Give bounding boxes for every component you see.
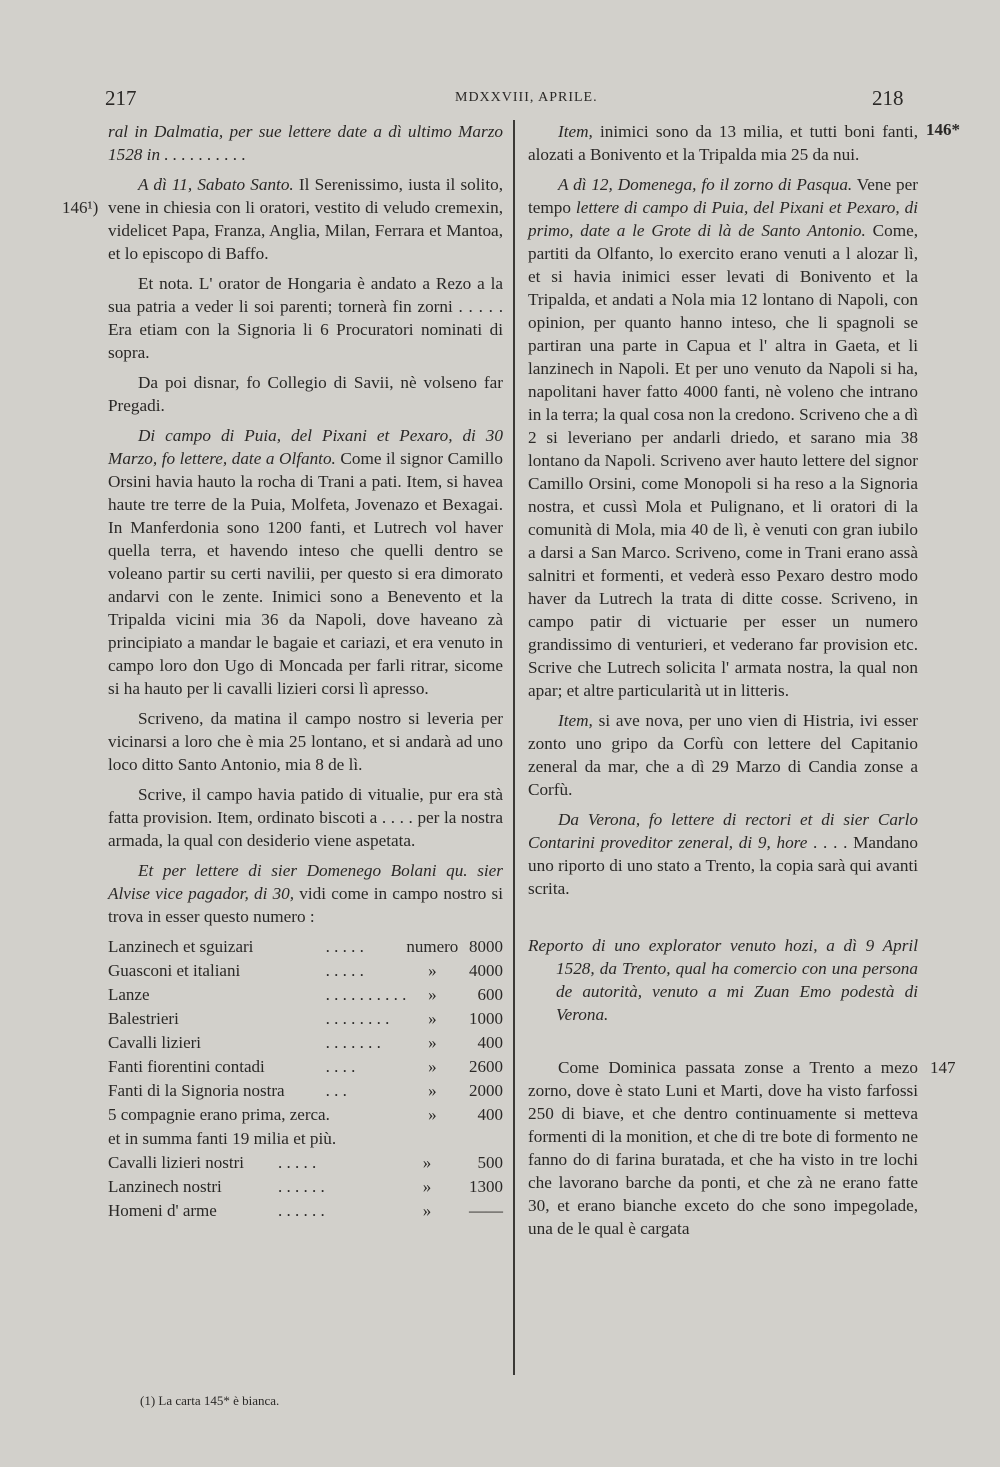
- troop-value: 600: [477, 985, 503, 1004]
- troop-value: 1000: [469, 1009, 503, 1028]
- paragraph: Scriveno, da matina il campo nostro si leveria per vicinarsi a loro che è mia 25 lontano, et si andarà ad uno loco ditto Santo Antonio, mia 8 de lì.: [108, 709, 503, 774]
- troop-value: 8000: [469, 937, 503, 956]
- paragraph: [528, 709, 918, 801]
- report-heading: Reporto di uno explorator venuto hozi, a dì 9 April 1528, da Trento, qual ha comercio con una persona de autorità, venuto a mi Zuan Emo podestà di Verona.: [528, 936, 918, 1024]
- troop-row: [108, 935, 503, 959]
- troop-dots: . . . . .: [278, 1153, 317, 1172]
- troop-name: Fanti fiorentini contadi: [108, 1057, 265, 1076]
- paragraph-text: vidi come in campo nostro si trova in esser questo numero :: [108, 884, 503, 926]
- paragraph: [528, 120, 918, 166]
- entry-heading: Da Verona, fo lettere di rectori et di sier Carlo Contarini proveditor zeneral, di 9, hore: [528, 810, 918, 852]
- troop-dots: . . . . .: [325, 961, 364, 980]
- troop-name: Homeni d' arme: [108, 1201, 217, 1220]
- troop-symbol: »: [428, 1105, 437, 1124]
- troop-value: 1300: [469, 1177, 503, 1196]
- troop-value: 400: [477, 1033, 503, 1052]
- paragraph: [108, 859, 503, 928]
- left-column: [108, 120, 503, 1223]
- troop-symbol: »: [428, 1057, 437, 1076]
- troop-row: [108, 1079, 503, 1103]
- troop-row: [108, 983, 503, 1007]
- margin-note-right-2: 147: [930, 1058, 956, 1077]
- paragraph: [528, 808, 918, 900]
- troop-dots: . . . . .: [325, 937, 364, 956]
- footnote: (1) La carta 145* è bianca.: [140, 1393, 280, 1408]
- right-column: [528, 120, 918, 1247]
- troop-row: [108, 1175, 503, 1199]
- paragraph: ral in Dalmatia, per sue lettere date a dì ultimo Marzo 1528 in . . . . . . . . . .: [108, 122, 503, 164]
- paragraph: Da poi disnar, fo Collegio di Savii, nè volseno far Pregadi.: [108, 373, 503, 415]
- troop-value: 2000: [469, 1081, 503, 1100]
- paragraph-text: Come il signor Camillo Orsini havia hauto la rocha di Trani a pati. Item, si havea haute tre terre de la Puia, Molfeta, Jovenazo et Bexagai. In Manferdonia sono 1200 fanti, et Lutrech vol haver quella terra, et havendo inteso che quelli dentro se voleano partir su certi navilii, per questo si era dimorato andarvi con le zente. Inimici sono a Benevento et la Tripalda vicini mia 36 da Napoli, dove haveano zà principiato a mandar le bagaie et cariazi, et era venuto in campo loro don Ugo di Moncada per farli ritrar, sicome si ha hauto per li cavalli lizieri corsi lì apresso.: [108, 449, 503, 698]
- troop-table: [108, 935, 503, 1127]
- troop-name: 5 compagnie erano prima, zerca: [108, 1105, 326, 1124]
- margin-note-right: 146*: [926, 120, 960, 139]
- troop-table-2: [108, 1151, 503, 1223]
- entry-heading: lettere di campo di Puia, del Pixani et Pexaro, di primo, date a le Grote di là de Santo Antonio.: [528, 198, 918, 240]
- troop-name: Lanzinech nostri: [108, 1177, 222, 1196]
- troop-row: [108, 1199, 503, 1223]
- troop-symbol: »: [428, 961, 437, 980]
- troop-dots: . . . . . . .: [325, 1033, 381, 1052]
- troop-dots: . . .: [325, 1081, 347, 1100]
- troop-dots: . . . . . . . . . .: [325, 985, 407, 1004]
- running-title: MDXXVIII, APRILE.: [455, 90, 598, 105]
- troop-value: 400: [477, 1105, 503, 1124]
- troop-symbol: numero: [406, 937, 459, 956]
- troop-dots: . . . . . .: [278, 1201, 325, 1220]
- paragraph: [108, 173, 503, 265]
- troop-value: 2600: [469, 1057, 503, 1076]
- troop-dots: . . . . . .: [278, 1177, 325, 1196]
- entry-heading: Et per lettere di sier Domenego Bolani qu. sier Alvise vice pagador, di 30,: [108, 861, 503, 903]
- troop-symbol: »: [428, 1033, 437, 1052]
- troop-dots: . . . . . . . .: [325, 1009, 390, 1028]
- paragraph-text: inimici sono da 13 milia, et tutti boni fanti, alozati a Bonivento et la Tripalda mia 25 da nui.: [528, 122, 918, 164]
- troop-name: Guasconi et italiani: [108, 961, 241, 980]
- troop-name: Lanze: [108, 985, 150, 1004]
- entry-heading: Di campo di Puia, del Pixani et Pexaro, di 30 Marzo, fo lettere, date a Olfanto.: [108, 426, 503, 468]
- troop-value: ——: [469, 1201, 503, 1220]
- entry-date: A dì 11, Sabato Santo.: [138, 175, 294, 194]
- troop-symbol: »: [422, 1153, 432, 1172]
- paragraph-text: . . . . Mandano uno riporto di uno stato a Trento, la copia sarà qui avanti scrita.: [528, 833, 918, 898]
- page-number-right: 218: [872, 86, 904, 110]
- troop-row: [108, 1031, 503, 1055]
- troop-dots: . . . .: [325, 1057, 356, 1076]
- paragraph: [528, 173, 918, 702]
- paragraph-text: Come, partiti da Olfanto, lo exercito erano venuti a l alozar lì, et si havia inimici esser levati di Bonivento et la Tripalda, et andati a Nola mia 12 lontano di Napoli, con opinion, per quanto hanno inteso, che li spagnoli se partiran una parte in Capua et l' altra in Gaeta, et li lanzinech in Napoli. Et per uno venuto da Napoli si ha, napolitani haver fatto 4000 fanti, nè voleno che intrano in la terra; la qual cosa non la credono. Scriveno che a dì 2 si leveriano per andarli driedo, et sarano mia 38 lontano da Napoli. Scriveno aver hauto lettere del signor Camillo Orsini, come Monopoli si ha reso a la Signoria nostra, et cussì Mola et Pulignano, et li oratori di la comunità di Mola, mia 40 de lì, è venuti con gran iubilo a darsi a San Marco. Scriveno, come in Trani erano assà salnitri et formenti, et vederà esso Pexaro destro modo haver da Lutrech la trata di ditte cosse. Scriveno, in campo patir di victuarie per esser un numero grandissimo di venturieri, et vederano far provision etc. Scrive che Lutrech solicita l' armata nostra, la qual non apar; et altre particularità ut in litteris.: [528, 221, 918, 700]
- troop-name: Fanti di la Signoria nostra: [108, 1081, 285, 1100]
- troop-row: [108, 1055, 503, 1079]
- troop-symbol: »: [428, 1081, 437, 1100]
- troop-symbol: »: [422, 1177, 432, 1196]
- troop-symbol: »: [428, 1009, 437, 1028]
- paragraph-text: si ave nova, per uno vien di Histria, ivi esser zonto uno gripo da Corfù con lettere del Capitanio zeneral da mar, che a dì 29 Marzo di Candia zonse a Corfù.: [528, 711, 918, 799]
- item-label: Item,: [558, 711, 593, 730]
- troop-symbol: »: [422, 1201, 432, 1220]
- troop-row: [108, 1151, 503, 1175]
- entry-date: A dì 12, Domenega, fo il zorno di Pasqua.: [558, 175, 853, 194]
- troop-summary: et in summa fanti 19 milia et più.: [108, 1129, 337, 1148]
- item-label: Item,: [558, 122, 593, 141]
- paragraph-text: Vene per tempo: [528, 175, 918, 217]
- troop-name: Lanzinech et sguizari: [108, 937, 254, 956]
- troop-value: 4000: [469, 961, 503, 980]
- troop-name: Cavalli lizieri nostri: [108, 1153, 244, 1172]
- troop-row: [108, 1103, 503, 1127]
- margin-note-left: 146¹): [62, 198, 99, 217]
- troop-dots: .: [325, 1105, 330, 1124]
- troop-value: 500: [477, 1153, 503, 1172]
- troop-row: [108, 959, 503, 983]
- paragraph: Scrive, il campo havia patido di vitualie, pur era stà fatta provision. Item, ordinato biscoti a . . . . per la nostra armada, la qual con desiderio viene aspetata.: [108, 785, 503, 850]
- page-number-left: 217: [105, 86, 137, 110]
- column-divider: [513, 120, 515, 1375]
- paragraph-text: Il Serenissimo, iusta il solito, vene in chiesia con li oratori, vestito di veludo cremexin, videlicet Papa, Franza, Anglia, Milan, Ferrara et Mantoa, et lo episcopo di Baffo.: [108, 175, 503, 263]
- paragraph: Et nota. L' orator de Hongaria è andato a Rezo a la sua patria a veder li soi parenti; tornerà fin zorni . . . . . Era etiam con la Signoria li 6 Procuratori nominati di sopra.: [108, 274, 503, 362]
- paragraph: Come Dominica passata zonse a Trento a mezo zorno, dove è stato Luni et Marti, dove ha visto farfossi 250 di biave, et che dentro continuamente si metteva formenti di la monition, et che di tre bote di formento ne fanno do di farina buratada, et che ha visto in tre lochi che lavorano barche da ponti, et che zà ne erano fatte 30, et erano bianche exceto do che sono impegolade, una de le qual è cargata: [528, 1058, 918, 1238]
- paragraph: [108, 424, 503, 700]
- troop-name: Cavalli lizieri: [108, 1033, 201, 1052]
- troop-row: [108, 1007, 503, 1031]
- troop-symbol: »: [428, 985, 437, 1004]
- troop-name: Balestrieri: [108, 1009, 179, 1028]
